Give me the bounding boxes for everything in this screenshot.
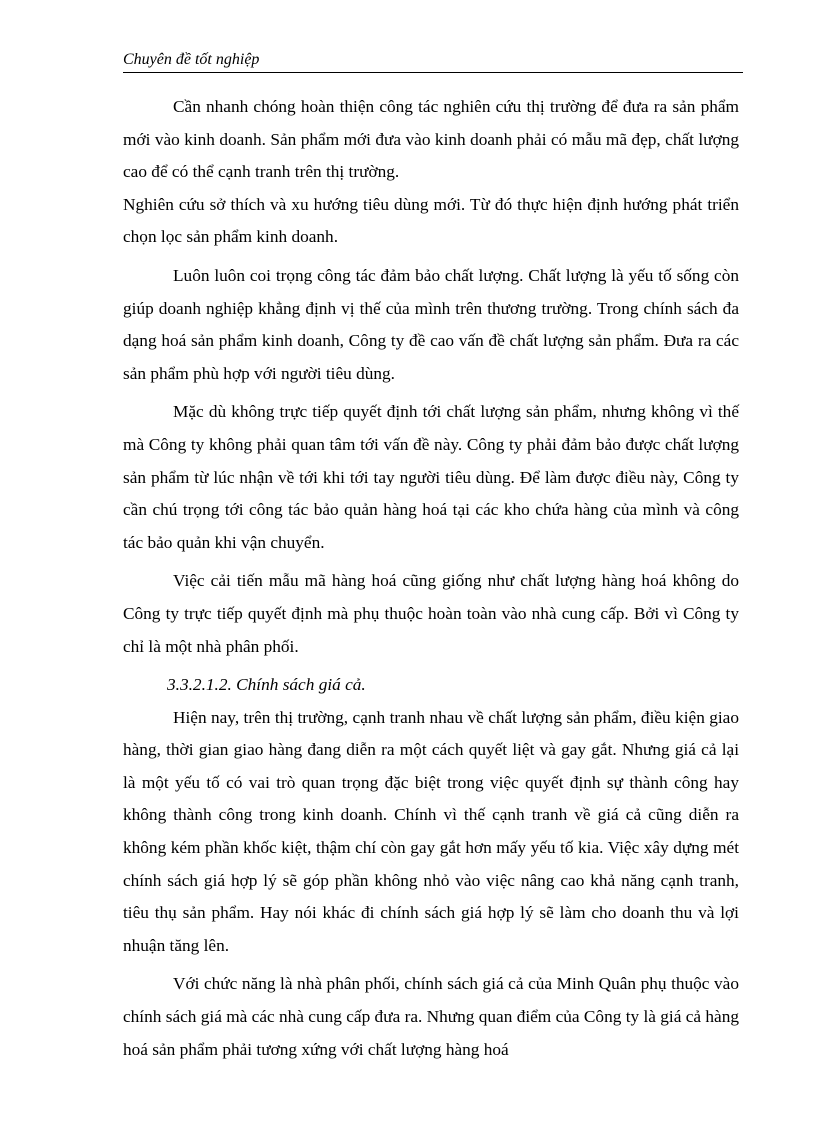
header-title: Chuyên đề tốt nghiệp bbox=[123, 51, 260, 68]
section-heading-pricing: 3.3.2.1.2. Chính sách giá cả. bbox=[167, 675, 366, 695]
page-header bbox=[123, 48, 743, 73]
paragraph-price-competition: Hiện nay, trên thị trường, cạnh tranh nhau về chất lượng sản phẩm, điều kiện giao hàng, thời gian giao hàng đang diễn ra một cách quyết liệt và gay gắt. Nhưng giá cả lại là một yếu tố có vai trò quan trọng đặc biệt trong việc quyết định sự thành công hay không thành công trong kinh doanh. Chính vì thế cạnh tranh về giá cả cũng diễn ra không kém phần khốc kiệt, thậm chí còn gay gắt hơn mấy yếu tố kia. Việc xây dựng mét chính sách giá hợp lý sẽ góp phần không nhỏ vào việc nâng cao khả năng cạnh tranh, tiêu thụ sản phẩm. Hay nói khác đi chính sách giá hợp lý sẽ làm cho doanh thu và lợi nhuận tăng lên. bbox=[123, 707, 739, 955]
paragraph-quality-assurance: Mặc dù không trực tiếp quyết định tới chất lượng sản phẩm, nhưng không vì thế mà Công ty không phải quan tâm tới vấn đề này. Công ty phải đảm bảo được chất lượng sản phẩm từ lúc nhận về tới khi tới tay người tiêu dùng. Để làm được điều này, Công ty cần chú trọng tới công tác bảo quản hàng hoá tại các kho chứa hàng của mình và công tác bảo quản khi vận chuyển. bbox=[123, 402, 739, 552]
paragraph-quality: Luôn luôn coi trọng công tác đảm bảo chất lượng. Chất lượng là yếu tố sống còn giúp doanh nghiệp khẳng định vị thế của mình trên thương trường. Trong chính sách đa dạng hoá sản phẩm kinh doanh, Công ty đề cao vấn đề chất lượng sản phẩm. Đưa ra các sản phẩm phù hợp với người tiêu dùng. bbox=[123, 265, 739, 383]
document-body bbox=[123, 91, 739, 1066]
paragraph-distributor-pricing: Với chức năng là nhà phân phối, chính sách giá cả của Minh Quân phụ thuộc vào chính sách giá mà các nhà cung cấp đưa ra. Nhưng quan điểm của Công ty là giá cả hàng hoá sản phẩm phải tương xứng với chất lượng hàng hoá bbox=[123, 974, 739, 1059]
paragraph-design-improvement: Việc cải tiến mẫu mã hàng hoá cũng giống như chất lượng hàng hoá không do Công ty trực tiếp quyết định mà phụ thuộc hoàn toàn vào nhà cung cấp. Bởi vì Công ty chỉ là một nhà phân phối. bbox=[123, 571, 739, 656]
paragraph-new-products: Cần nhanh chóng hoàn thiện công tác nghiên cứu thị trường để đưa ra sản phẩm mới vào kinh doanh. Sản phẩm mới đưa vào kinh doanh phải có mẫu mã đẹp, chất lượng cao để có thể cạnh tranh trên thị trường. bbox=[123, 97, 739, 182]
paragraph-consumer-trends: Nghiên cứu sở thích và xu hướng tiêu dùng mới. Từ đó thực hiện định hướng phát triển chọn lọc sản phẩm kinh doanh. bbox=[123, 194, 739, 247]
